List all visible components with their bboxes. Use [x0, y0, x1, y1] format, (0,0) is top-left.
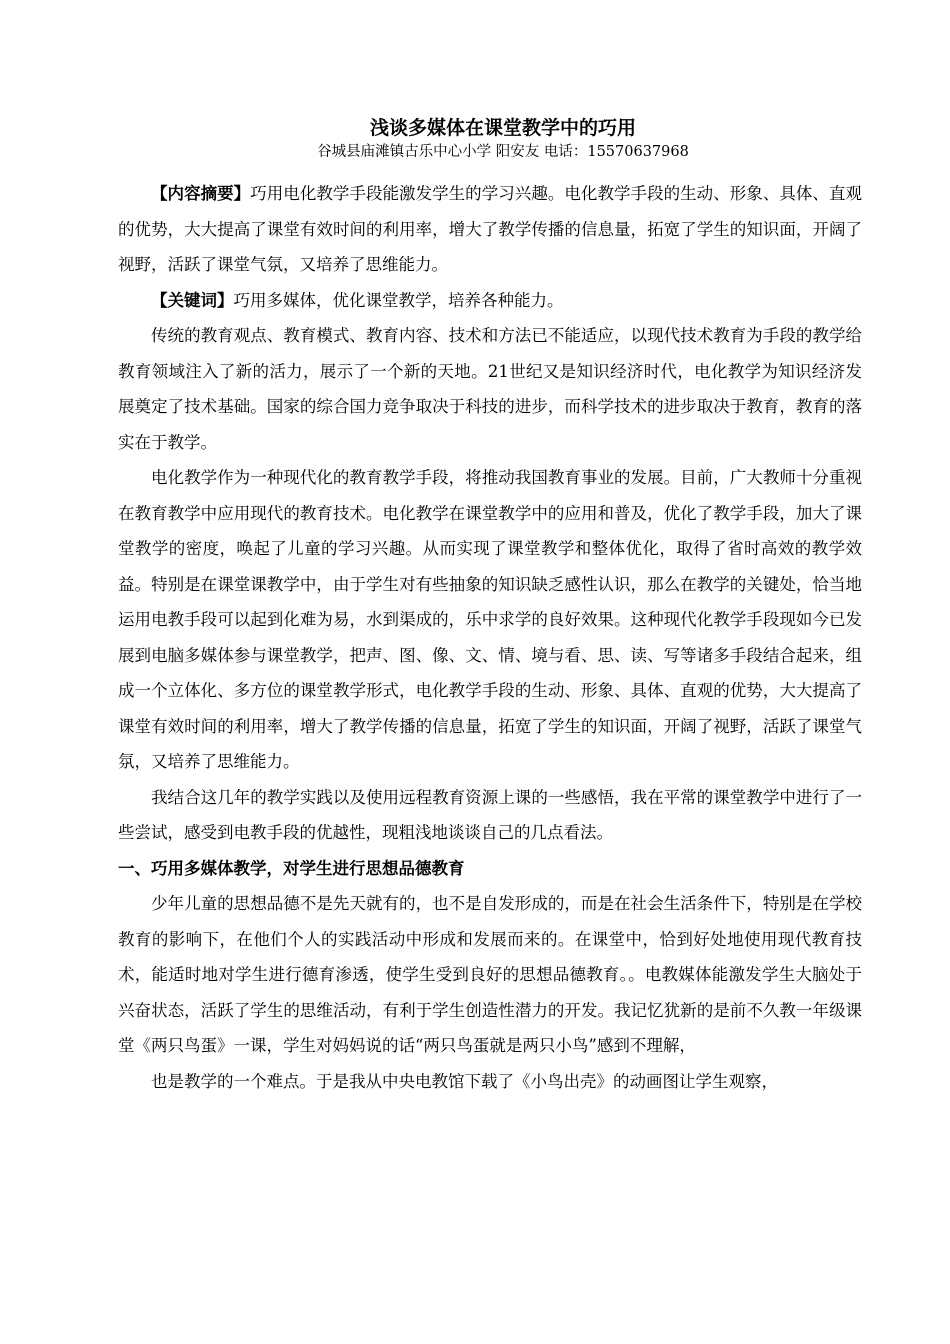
body-paragraph: 传统的教育观点、教育模式、教育内容、技术和方法已不能适应，以现代技术教育为手段的教学给教育领域注入了新的活力，展示了一个新的天地。21世纪又是知识经济时代，电化教学为知识经济发展奠定了技术基础。国家的综合国力竞争取决于科技的进步，而科学技术的进步取决于教育，教育的落实在于教学。 — [118, 326, 862, 452]
author-line: 谷城县庙滩镇古乐中心小学 阳安友 电话：15570637968 — [317, 144, 689, 160]
keywords-paragraph — [118, 283, 862, 319]
abstract-label: 【内容摘要】 — [151, 184, 251, 203]
body-paragraph: 我结合这几年的教学实践以及使用远程教育资源上课的一些感悟，我在平常的课堂教学中进行了一些尝试，感受到电教手段的优越性，现粗浅地谈谈自己的几点看法。 — [118, 787, 862, 842]
section-heading: 一、巧用多媒体教学，对学生进行思想品德教育 — [118, 858, 465, 878]
body-paragraph: 也是教学的一个难点。于是我从中央电教馆下载了《小鸟出壳》的动画图让学生观察， — [151, 1071, 778, 1091]
abstract-paragraph — [118, 176, 862, 283]
document-body — [118, 114, 862, 1099]
body-paragraph: 少年儿童的思想品德不是先天就有的，也不是自发形成的，而是在社会生活条件下，特别是在学校教育的影响下，在他们个人的实践活动中形成和发展而来的。在课堂中，恰到好处地使用现代教育技术，能适时地对学生进行德育渗透，使学生受到良好的思想品德教育。。电教媒体能激发学生大脑处于兴奋状态，活跃了学生的思维活动，有利于学生创造性潜力的开发。我记忆犹新的是前不久教一年级课堂《两只鸟蛋》一课，学生对妈妈说的话“两只鸟蛋就是两只小鸟”感到不理解， — [118, 894, 862, 1055]
body-paragraph: 电化教学作为一种现代化的教育教学手段，将推动我国教育事业的发展。目前，广大教师十分重视在教育教学中应用现代的教育技术。电化教学在课堂教学中的应用和普及，优化了教学手段，加大了课堂教学的密度，唤起了儿童的学习兴趣。从而实现了课堂教学和整体优化，取得了省时高效的教学效益。特别是在课堂课教学中，由于学生对有些抽象的知识缺乏感性认识，那么在教学的关键处，恰当地运用电教手段可以起到化难为易，水到渠成的，乐中求学的良好效果。这种现代化教学手段现如今已发展到电脑多媒体参与课堂教学，把声、图、像、文、情、境与看、思、读、写等诸多手段结合起来，组成一个立体化、多方位的课堂教学形式，电化教学手段的生动、形象、具体、直观的优势，大大提高了课堂有效时间的利用率，增大了教学传播的信息量，拓宽了学生的知识面，开阔了视野，活跃了课堂气氛，又培养了思维能力。 — [118, 468, 862, 771]
keywords-label: 【关键词】 — [151, 290, 234, 310]
abstract-text: 巧用电化教学手段能激发学生的学习兴趣。电化教学手段的生动、形象、具体、直观的优势，大大提高了课堂有效时间的利用率，增大了教学传播的信息量，拓宽了学生的知识面，开阔了视野，活跃了课堂气氛，又培养了思维能力。 — [118, 184, 863, 274]
keywords-text: 巧用多媒体，优化课堂教学，培养各种能力。 — [233, 290, 564, 310]
document-title: 浅谈多媒体在课堂教学中的巧用 — [369, 117, 636, 139]
